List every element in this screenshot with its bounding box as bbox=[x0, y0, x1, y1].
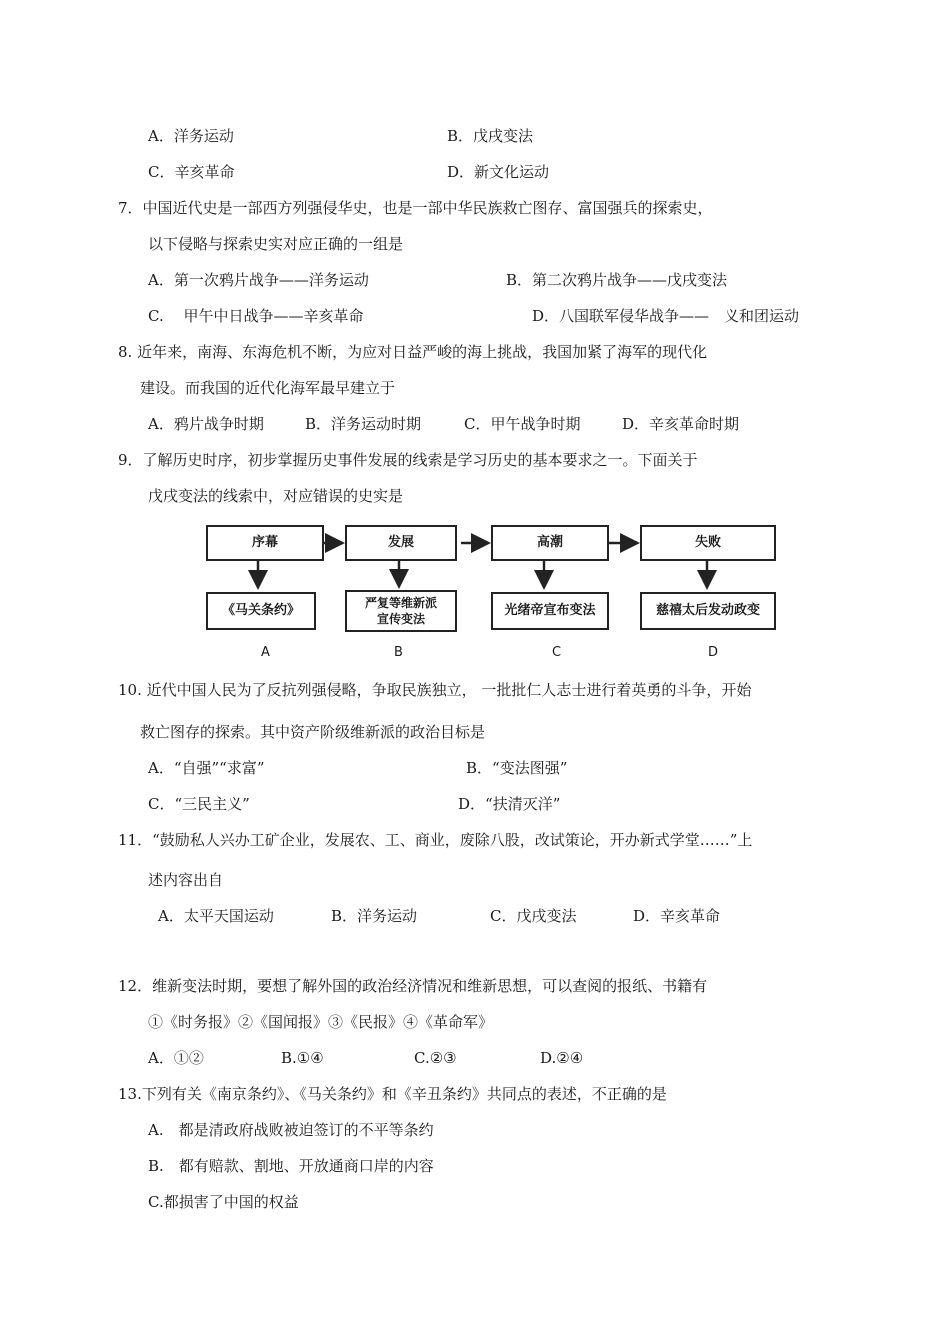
q12-option-a: A．①② bbox=[148, 1049, 204, 1067]
diagram-label-c: C bbox=[552, 645, 562, 660]
q13-option-b: B. 都有赔款、割地、开放通商口岸的内容 bbox=[148, 1157, 434, 1175]
q6-option-d: D．新文化运动 bbox=[447, 163, 550, 181]
event-box-d: 慈禧太后发动政变 bbox=[640, 592, 776, 630]
event-box-b: 严复等维新派 宣传变法 bbox=[345, 590, 457, 632]
q10-option-d: D．“扶清灭洋” bbox=[458, 795, 561, 813]
q7-option-d: D．八国联军侵华战争—— 义和团运动 bbox=[532, 307, 800, 325]
q10-stem-line2: 救亡图存的探索。其中资产阶级维新派的政治目标是 bbox=[140, 723, 486, 741]
event-box-a: 《马关条约》 bbox=[206, 592, 316, 630]
q11-stem-line1: 11．“鼓励私人兴办工矿企业，发展农、工、商业，废除八股，改试策论，开办新式学堂……”上 bbox=[118, 831, 753, 849]
q11-option-d: D．辛亥革命 bbox=[633, 907, 721, 925]
q10-option-a: A．“自强”“求富” bbox=[148, 759, 265, 777]
q10-option-c: C．“三民主义” bbox=[148, 795, 250, 813]
stage-box-failure: 失败 bbox=[640, 525, 776, 561]
diagram-label-d: D bbox=[708, 645, 719, 660]
q10-stem-line1: 10. 近代中国人民为了反抗列强侵略，争取民族独立， 一批批仁人志士进行着英勇的斗争，开始 bbox=[118, 681, 752, 699]
q6-option-c: C．辛亥革命 bbox=[148, 163, 235, 181]
q7-stem-line2: 以下侵略与探索史实对应正确的一组是 bbox=[148, 235, 404, 253]
diagram-label-b: B bbox=[394, 645, 403, 660]
q8-option-d: D．辛亥革命时期 bbox=[622, 415, 740, 433]
q8-option-c: C．甲午战争时期 bbox=[464, 415, 581, 433]
q13-option-c: C.都损害了中国的权益 bbox=[148, 1193, 299, 1211]
q12-option-b: B.①④ bbox=[281, 1049, 324, 1067]
q7-option-a: A．第一次鸦片战争——洋务运动 bbox=[148, 271, 369, 289]
q6-option-b: B．戊戌变法 bbox=[447, 127, 534, 145]
q7-option-c: C. 甲午中日战争——辛亥革命 bbox=[148, 307, 364, 325]
q8-stem-line1: 8. 近年来，南海、东海危机不断，为应对日益严峻的海上挑战，我国加紧了海军的现代化 bbox=[118, 343, 708, 361]
q8-stem-line2: 建设。而我国的近代化海军最早建立于 bbox=[140, 379, 396, 397]
q12-stem-line1: 12．维新变法时期，要想了解外国的政治经济情况和维新思想，可以查阅的报纸、书籍有 bbox=[118, 977, 708, 995]
q11-option-b: B．洋务运动 bbox=[331, 907, 418, 925]
q6-option-a: A．洋务运动 bbox=[148, 127, 234, 145]
q13-option-a: A. 都是清政府战败被迫签订的不平等条约 bbox=[148, 1121, 434, 1139]
stage-box-prelude: 序幕 bbox=[206, 525, 324, 561]
q13-stem-line1: 13.下列有关《南京条约》、《马关条约》和《辛丑条约》共同点的表述，不正确的是 bbox=[118, 1085, 667, 1103]
diagram-label-a: A bbox=[261, 645, 270, 660]
q9-stem-line1: 9．了解历史时序，初步掌握历史事件发展的线索是学习历史的基本要求之一。下面关于 bbox=[118, 451, 698, 469]
q10-option-b: B．“变法图强” bbox=[466, 759, 568, 777]
q7-option-b: B．第二次鸦片战争——戊戌变法 bbox=[506, 271, 728, 289]
q12-option-c: C.②③ bbox=[414, 1049, 457, 1067]
q8-option-b: B．洋务运动时期 bbox=[305, 415, 422, 433]
q11-stem-line2: 述内容出自 bbox=[148, 871, 224, 889]
q11-option-a: A．太平天国运动 bbox=[158, 907, 274, 925]
event-box-c: 光绪帝宣布变法 bbox=[491, 592, 609, 630]
q12-option-d: D.②④ bbox=[540, 1049, 584, 1067]
q11-option-c: C．戊戌变法 bbox=[490, 907, 577, 925]
stage-box-climax: 高潮 bbox=[491, 525, 609, 561]
stage-box-development: 发展 bbox=[345, 525, 457, 561]
q12-stem-line2: ①《时务报》②《国闻报》③《民报》④《革命军》 bbox=[148, 1013, 494, 1031]
q9-stem-line2: 戊戌变法的线索中，对应错误的史实是 bbox=[148, 487, 404, 505]
q7-stem-line1: 7．中国近代史是一部西方列强侵华史，也是一部中华民族救亡图存、富国强兵的探索史， bbox=[118, 199, 713, 217]
q8-option-a: A．鸦片战争时期 bbox=[148, 415, 264, 433]
